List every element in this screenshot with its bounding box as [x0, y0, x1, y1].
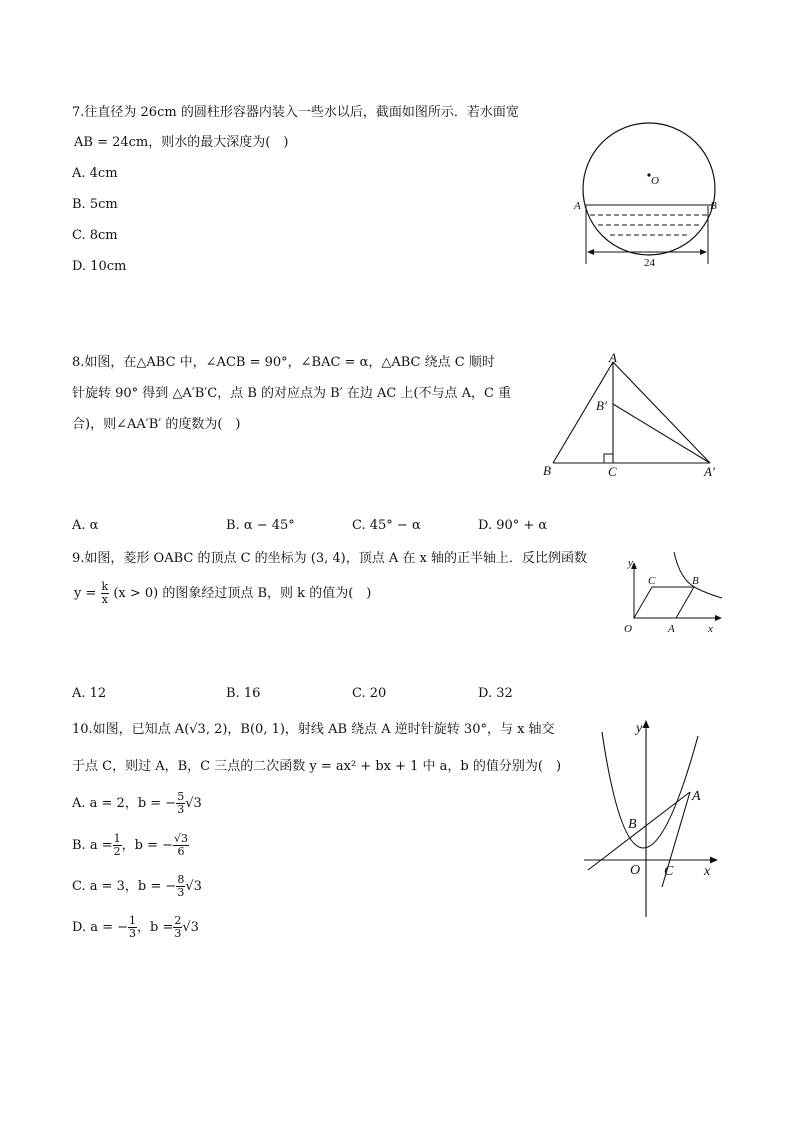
q10-d-frac-1	[128, 915, 137, 940]
label-a: A	[692, 789, 701, 804]
q10-b-num2: √3	[173, 832, 188, 845]
ray-ab	[588, 792, 690, 870]
q7-option-a: A. 4cm	[72, 166, 118, 181]
q10-option-b	[72, 832, 189, 860]
label-a-prime: A′	[704, 464, 715, 479]
q10-d-num: 1	[129, 914, 137, 927]
x-axis-arrow	[710, 857, 718, 864]
q10-d-mid: ，b =	[137, 920, 174, 935]
q10-stem-line1: 10.如图，已知点 A(√3, 2)，B(0, 1)，射线 AB 绕点 A 逆时针旋转 30°，与 x 轴交	[72, 722, 555, 737]
label-y: y	[636, 721, 643, 736]
q10-c-post: √3	[185, 879, 202, 894]
rhombus-oabc	[634, 587, 694, 618]
q9-option-a: A. 12	[72, 686, 107, 701]
q9-fraction	[101, 581, 110, 606]
q8-stem-line2: 针旋转 90° 得到 △A′B′C，点 B 的对应点为 B′ 在边 AC 上(不与点 A，C 重	[72, 386, 512, 401]
label-x: x	[708, 623, 713, 635]
q10-a-den: 3	[177, 803, 185, 816]
dim-arrow-left	[587, 249, 594, 255]
q10-a-num: 5	[177, 790, 185, 803]
q10-c-num: 8	[177, 873, 185, 886]
label-b: B	[692, 575, 699, 587]
q9-frac-den: x	[101, 593, 108, 606]
label-y: y	[628, 557, 633, 569]
q8-figure-triangle	[538, 348, 728, 480]
q8-stem-line1: 8.如图，在△ABC 中，∠ACB = 90°，∠BAC = α，△ABC 绕点 C 顺时	[72, 355, 495, 370]
dim-label: 24	[644, 257, 655, 269]
q9-y-eq: y =	[74, 586, 97, 601]
q10-option-a	[72, 790, 202, 818]
q10-b-mid: ，b = −	[121, 838, 173, 853]
x-axis-arrow	[715, 615, 722, 621]
label-b: B	[710, 200, 717, 212]
q10-option-d	[72, 914, 199, 942]
label-c: C	[608, 464, 617, 479]
label-b: B	[628, 817, 637, 832]
q10-d-den: 3	[129, 927, 137, 940]
label-b-prime: B′	[596, 398, 607, 413]
q8-option-d: D. 90° + α	[478, 518, 548, 533]
label-a: A	[609, 350, 617, 365]
q9-stem-line1: 9.如图，菱形 OABC 的顶点 C 的坐标为 (3, 4)，顶点 A 在 x 轴的正半轴上．反比例函数	[72, 551, 587, 566]
label-c: C	[648, 575, 656, 587]
q7-option-c: C. 8cm	[72, 228, 118, 243]
q8-option-a: A. α	[72, 518, 99, 533]
q10-b-frac-2	[173, 833, 189, 858]
q8-option-b: B. α − 45°	[226, 518, 295, 533]
q8-stem-line3: 合)，则∠AA′B′ 的度数为( )	[72, 417, 241, 432]
q10-b-frac-1	[113, 833, 122, 858]
q9-stem-line2	[74, 580, 371, 608]
q10-d-num2: 2	[174, 914, 182, 927]
label-a: A	[574, 200, 581, 212]
q10-c-frac	[176, 874, 185, 899]
q9-frac-num: k	[101, 580, 109, 593]
q10-b-num: 1	[113, 832, 121, 845]
q7-figure-circle	[568, 122, 728, 270]
q9-option-c: C. 20	[352, 686, 387, 701]
dim-arrow-right	[700, 249, 707, 255]
label-o: O	[630, 863, 641, 878]
q10-c-den: 3	[177, 886, 185, 899]
q9-option-b: B. 16	[226, 686, 261, 701]
q10-figure-parabola	[580, 712, 724, 922]
q10-b-den: 2	[113, 845, 121, 858]
q10-a-pre: A. a = 2，b = −	[72, 796, 177, 811]
q10-c-pre: C. a = 3，b = −	[72, 879, 177, 894]
label-o: O	[624, 623, 632, 635]
q9-option-d: D. 32	[478, 686, 513, 701]
q10-option-c	[72, 873, 202, 901]
q10-b-pre: B. a =	[72, 838, 113, 853]
q8-option-c: C. 45° − α	[352, 518, 421, 533]
q10-d-pre: D. a = −	[72, 920, 129, 935]
q10-b-den2: 6	[177, 845, 185, 858]
q7-option-b: B. 5cm	[72, 197, 118, 212]
q9-figure-rhombus	[618, 550, 726, 638]
label-c: C	[664, 864, 674, 879]
q10-a-frac	[176, 791, 185, 816]
right-angle-mark	[604, 454, 613, 463]
container-circle	[583, 123, 715, 255]
q7-option-d: D. 10cm	[72, 259, 127, 274]
label-x: x	[704, 864, 711, 879]
y-axis-arrow	[643, 720, 650, 728]
q10-a-post: √3	[185, 796, 202, 811]
label-b: B	[543, 463, 551, 478]
q9-stem-rest: (x > 0) 的图象经过顶点 B，则 k 的值为( )	[113, 586, 372, 601]
q10-d-post: √3	[182, 920, 199, 935]
q10-d-den2: 3	[174, 927, 182, 940]
parabola-curve	[602, 732, 698, 848]
q7-stem-line2: AB = 24cm，则水的最大深度为( )	[74, 135, 289, 150]
label-o: O	[651, 175, 659, 187]
label-a: A	[668, 623, 675, 635]
q10-stem-line2: 于点 C，则过 A，B，C 三点的二次函数 y = ax² + bx + 1 中 a，b 的值分别为( )	[72, 759, 562, 774]
q7-stem-line1: 7.往直径为 26cm 的圆柱形容器内装入一些水以后，截面如图所示．若水面宽	[72, 105, 519, 120]
